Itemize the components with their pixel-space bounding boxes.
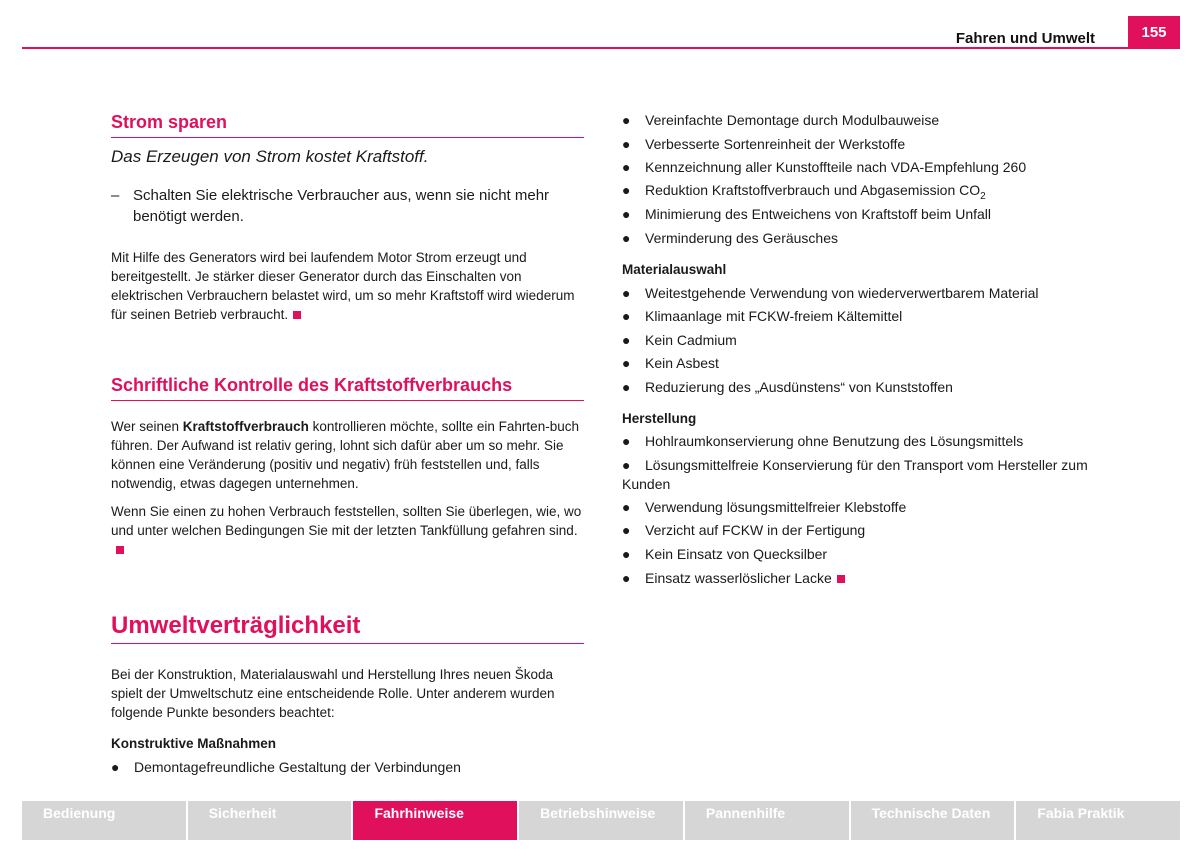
bullet-icon: ● xyxy=(622,159,631,175)
list-item xyxy=(622,158,1092,177)
tab-sicherheit[interactable]: Sicherheit xyxy=(188,801,352,840)
list-item xyxy=(622,111,1092,130)
tab-technische-daten[interactable]: Technische Daten xyxy=(851,801,1015,840)
list-item-text: Kennzeichnung aller Kunstoffteile nach VDA-Empfehlung 260 xyxy=(645,159,1027,175)
list-item xyxy=(622,432,1092,451)
bullet-icon: ● xyxy=(622,136,631,152)
footer-nav xyxy=(22,801,1180,840)
bullet-icon: ● xyxy=(622,332,631,348)
para-generator xyxy=(111,248,584,324)
list-item-text: Vereinfachte Demontage durch Modulbauweise xyxy=(645,112,940,128)
bullet-icon: ● xyxy=(111,759,120,775)
bullet-icon: ● xyxy=(622,570,631,586)
bullet-icon: ● xyxy=(622,379,631,395)
bullet-icon: ● xyxy=(622,206,631,222)
bullet-icon: ● xyxy=(622,182,631,198)
bullet-icon: ● xyxy=(622,230,631,246)
list-item-text: Verbesserte Sortenreinheit der Werkstoffe xyxy=(645,136,906,152)
bullet-icon: ● xyxy=(622,522,631,538)
para-umwelt: Bei der Konstruktion, Materialauswahl und Herstellung Ihres neuen Škoda spielt der Umweltschutz eine entscheidende Rolle. Unter anderem wurden folgende Punkte besonders beachtet: xyxy=(111,667,555,720)
heading-strom-sparen: Strom sparen xyxy=(111,112,584,138)
para-kontrolle-1 xyxy=(111,417,584,493)
section-end-mark xyxy=(837,575,845,583)
subhead-material: Materialauswahl xyxy=(622,262,727,277)
tab-fabia-praktik[interactable]: Fabia Praktik xyxy=(1016,801,1180,840)
action-text: Schalten Sie elektrische Verbraucher aus, wenn sie nicht mehr benötigt werden. xyxy=(133,187,550,225)
heading-kontrolle: Schriftliche Kontrolle des Kraftstoffverbrauchs xyxy=(111,375,584,401)
section-end-mark xyxy=(116,546,124,554)
page-number: 155 xyxy=(1128,16,1180,49)
list-item xyxy=(622,181,1092,206)
lead-strom: Das Erzeugen von Strom kostet Kraftstoff. xyxy=(111,147,429,166)
list-item-text: Kein Einsatz von Quecksilber xyxy=(645,546,828,562)
subhead-herstellung: Herstellung xyxy=(622,411,697,426)
subhead-konstruktiv: Konstruktive Maßnahmen xyxy=(111,736,277,751)
header-rule xyxy=(22,47,1180,49)
list-item xyxy=(622,521,1092,540)
bullet-icon: ● xyxy=(622,308,631,324)
list-item xyxy=(622,545,1092,564)
para-kontrolle-1-bold: Kraftstoffverbrauch xyxy=(182,419,309,434)
bullet-icon: ● xyxy=(622,457,631,473)
list-item-text: Weitestgehende Verwendung von wiederverwertbarem Material xyxy=(645,285,1039,301)
list-item-text: Hohlraumkonservierung ohne Benutzung des Lösungsmittels xyxy=(645,433,1024,449)
para-kontrolle-1-end: kontrollieren möchte, sollte ein Fahrten-buch führen. Der Aufwand ist relativ gering, lohnt sich dafür aber um so mehr. Sie können eine Veränderung (positiv und negativ) früh feststellen und, falls notwendig, etwas dagegen unternehmen. xyxy=(111,419,579,491)
list-item-text: Einsatz wasserlöslicher Lacke xyxy=(645,570,832,586)
list-item xyxy=(622,229,1092,248)
list-item xyxy=(622,378,1092,397)
bullet-icon: ● xyxy=(622,499,631,515)
section-end-mark xyxy=(293,311,301,319)
list-item xyxy=(622,456,1092,494)
bullet-icon: ● xyxy=(622,355,631,371)
para-kontrolle-1-start: Wer seinen xyxy=(111,419,183,434)
bullet-icon: ● xyxy=(622,433,631,449)
bullet-icon: ● xyxy=(622,112,631,128)
tab-bedienung[interactable]: Bedienung xyxy=(22,801,186,840)
chapter-title: Fahren und Umwelt xyxy=(955,30,1095,47)
list-item xyxy=(111,758,581,777)
action-dash: – xyxy=(111,187,120,204)
list-item-text: Reduktion Kraftstoffverbrauch und Abgasemission CO xyxy=(645,182,981,198)
list-item-text: Reduzierung des „Ausdünstens“ von Kunststoffen xyxy=(645,379,953,395)
list-item-text: Demontagefreundliche Gestaltung der Verbindungen xyxy=(134,759,461,775)
list-item xyxy=(622,284,1092,303)
co2-subscript: 2 xyxy=(980,190,986,202)
list-item-text: Kein Asbest xyxy=(645,355,719,371)
tab-betriebshinweise[interactable]: Betriebshinweise xyxy=(519,801,683,840)
list-item-text: Verwendung lösungsmittelfreier Klebstoffe xyxy=(645,499,907,515)
para-kontrolle-2 xyxy=(111,502,584,559)
para-generator-text: Mit Hilfe des Generators wird bei laufendem Motor Strom erzeugt und bereitgestellt. Je stärker dieser Generator durch das Einschalten von elektrischen Verbrauchern belastet wird, um so mehr Kraftstoff wird wiederum für seinen Betrieb verbraucht. xyxy=(111,250,575,322)
list-item xyxy=(622,354,1092,373)
bullet-icon: ● xyxy=(622,285,631,301)
list-item-text: Verzicht auf FCKW in der Fertigung xyxy=(645,522,866,538)
list-item xyxy=(622,205,1092,224)
heading-umwelt: Umweltverträglichkeit xyxy=(111,612,584,644)
tab-pannenhilfe[interactable]: Pannenhilfe xyxy=(685,801,849,840)
list-item xyxy=(622,307,1092,326)
list-item-text: Minimierung des Entweichens von Kraftstoff beim Unfall xyxy=(645,206,992,222)
bullet-icon: ● xyxy=(622,546,631,562)
list-item xyxy=(622,498,1092,517)
list-item-text: Kein Cadmium xyxy=(645,332,737,348)
list-item xyxy=(622,331,1092,350)
action-item xyxy=(111,185,584,227)
list-item xyxy=(622,135,1092,154)
list-item-text: Verminderung des Geräusches xyxy=(645,230,838,246)
list-item-text: Klimaanlage mit FCKW-freiem Kältemittel xyxy=(645,308,903,324)
tab-fahrhinweise[interactable]: Fahrhinweise xyxy=(353,801,517,840)
list-item-text: Lösungsmittelfreie Konservierung für den Transport vom Hersteller zum Kunden xyxy=(622,457,1088,492)
para-kontrolle-2-text: Wenn Sie einen zu hohen Verbrauch feststellen, sollten Sie überlegen, wie, wo und unter welchen Bedingungen Sie mit der letzten Tankfüllung gefahren sind. xyxy=(111,504,582,538)
list-item xyxy=(622,569,1092,588)
